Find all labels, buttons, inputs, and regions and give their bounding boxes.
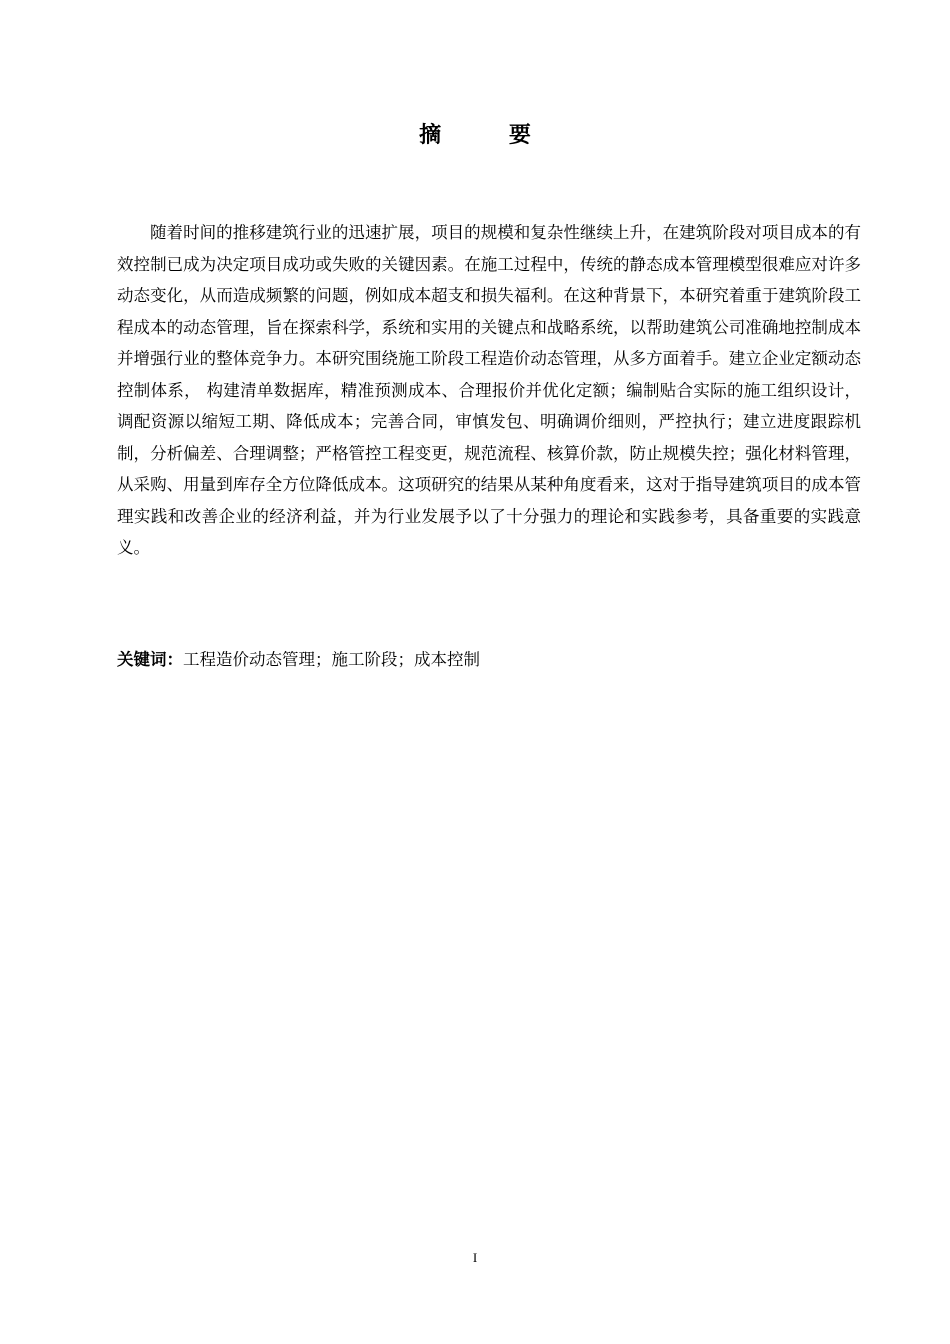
keywords-label: 关键词： bbox=[117, 650, 183, 669]
keywords-line bbox=[117, 646, 861, 674]
abstract-title: 摘 要 bbox=[419, 123, 561, 148]
page-number: I bbox=[472, 1250, 478, 1265]
keywords-text: 工程造价动态管理；施工阶段；成本控制 bbox=[183, 650, 480, 669]
abstract-body: 随着时间的推移建筑行业的迅速扩展，项目的规模和复杂性继续上升，在建筑阶段对项目成本的有效控制已成为决定项目成功或失败的关键因素。在施工过程中，传统的静态成本管理模型很难应对许多动态变化，从而造成频繁的问题，例如成本超支和损失福利。在这种背景下，本研究着重于建筑阶段工程成本的动态管理，旨在探索科学，系统和实用的关键点和战略系统，以帮助建筑公司准确地控制成本并增强行业的整体竞争力。本研究围绕施工阶段工程造价动态管理，从多方面着手。建立企业定额动态控制体系， 构建清单数据库，精准预测成本、合理报价并优化定额；编制贴合实际的施工组织设计，调配资源以缩短工期、降低成本；完善合同，审慎发包、明确调价细则，严控执行；建立进度跟踪机制，分析偏差、合理调整；严格管控工程变更，规范流程、核算价款，防止规模失控；强化材料管理，从采购、用量到库存全方位降低成本。这项研究的结果从某种角度看来，这对于指导建筑项目的成本管理实践和改善企业的经济利益，并为行业发展予以了十分强力的理论和实践参考，具备重要的实践意义。 bbox=[117, 223, 861, 557]
